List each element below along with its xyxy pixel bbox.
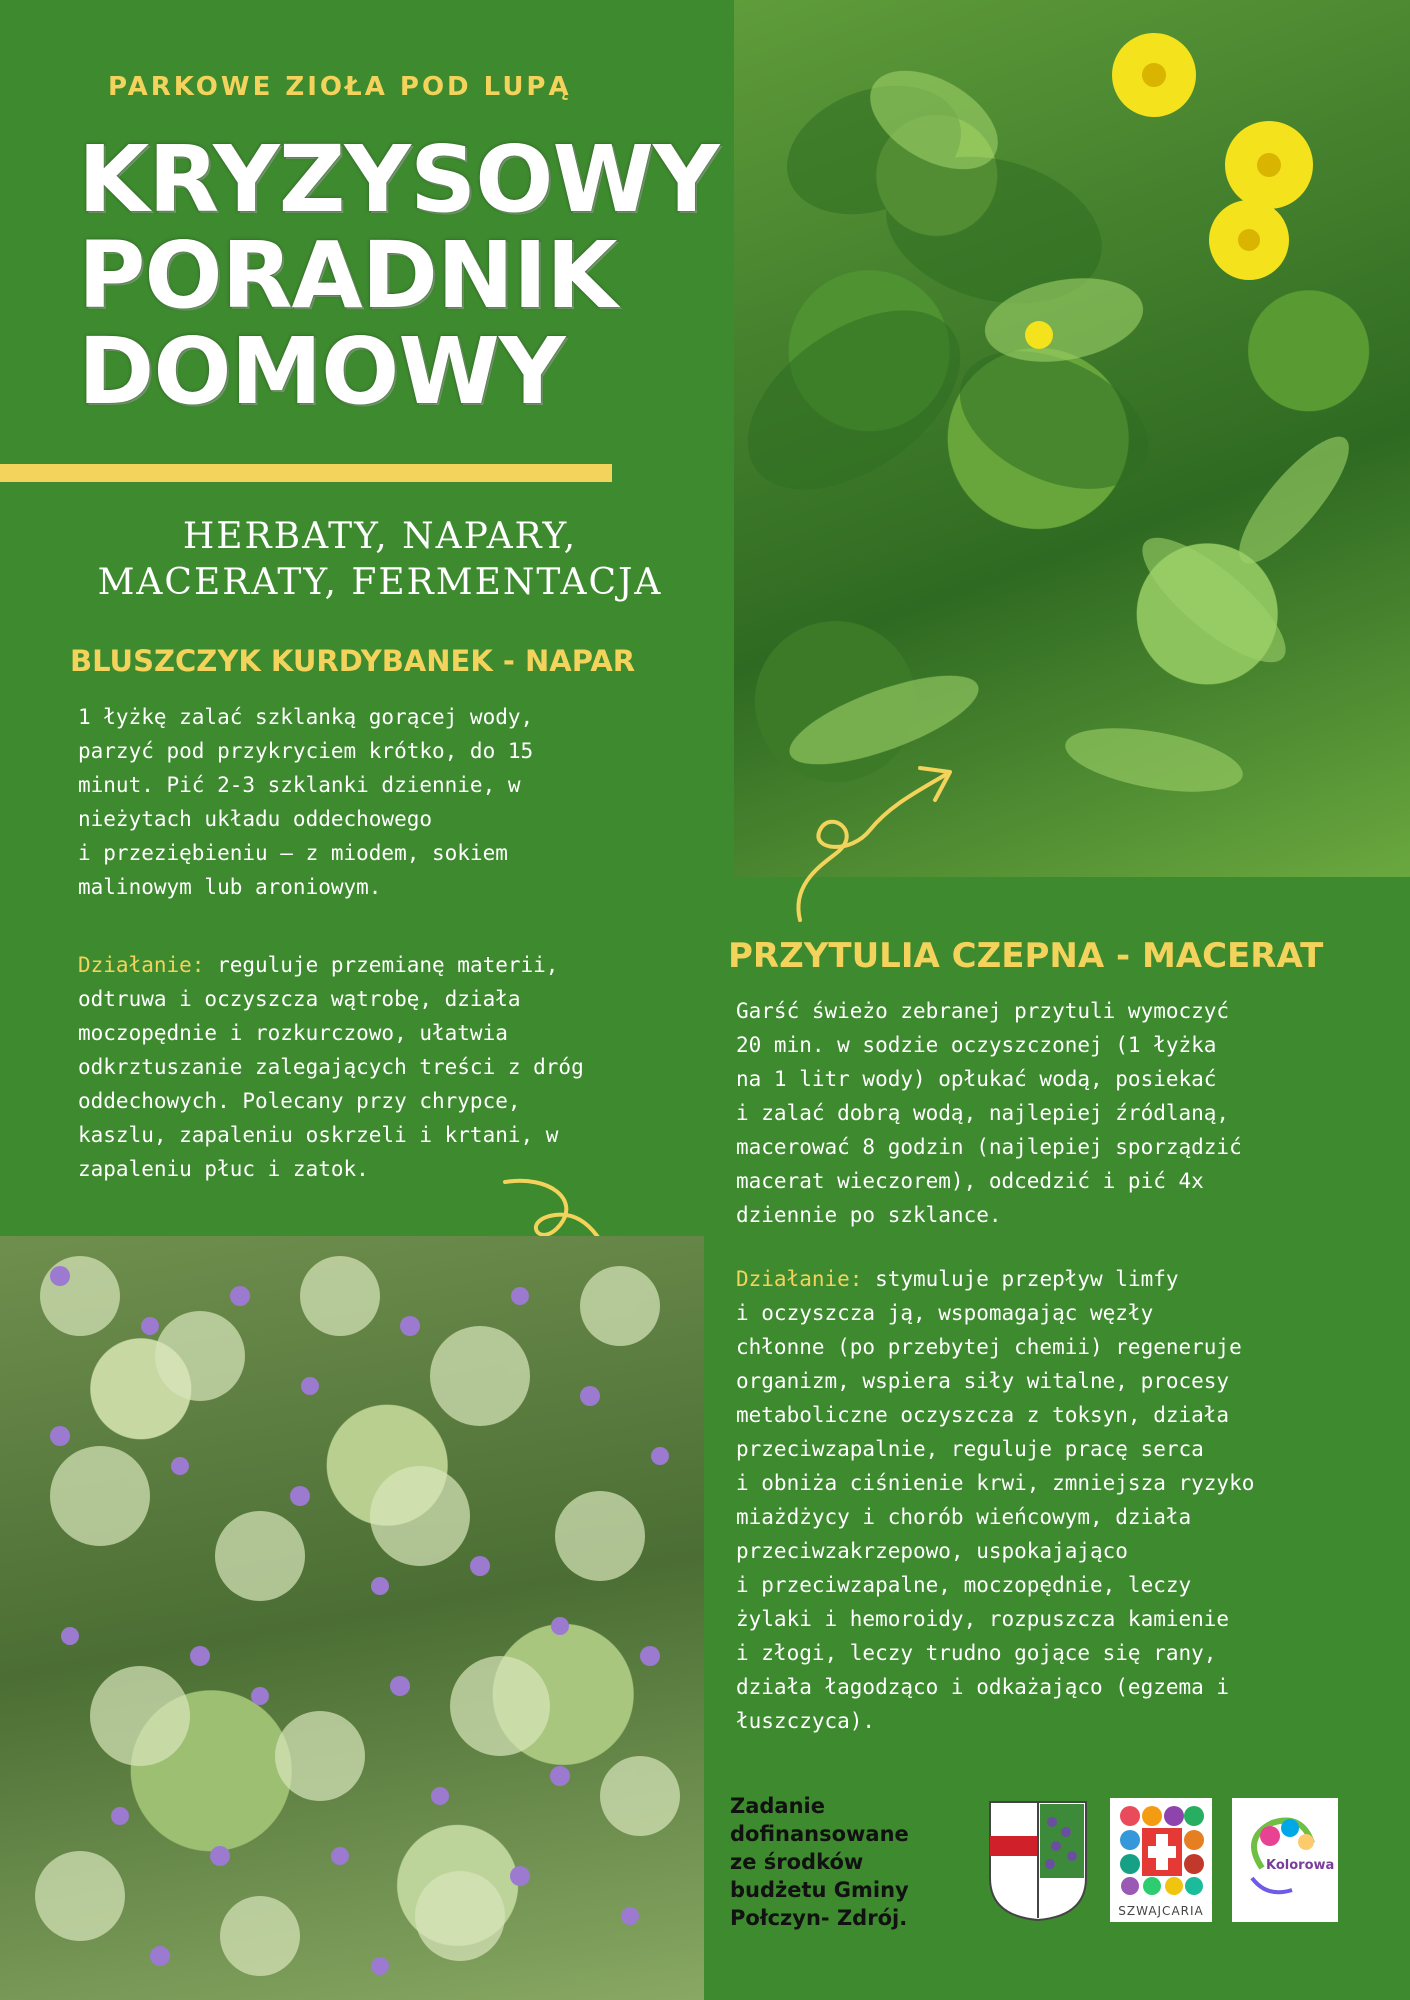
action-text: reguluje przemianę materii, odtruwa i oczyszcza wątrobę, działa moczopędnie i rozkurczowo, ułatwia odkrztuszanie zalegających treści z dróg oddechowych. Polecany przy chrypce, kaszlu, zapaleniu oskrzeli i krtani, w zapaleniu płuc i zatok.: [78, 953, 584, 1181]
section-heading-bluszczyk: BLUSZCZYK KURDYBANEK - NAPAR: [70, 644, 636, 678]
title-line: DOMOWY: [78, 318, 565, 425]
title-line: KRYZYSOWY: [78, 126, 719, 233]
subtitle-line: MACERATY, FERMENTACJA: [97, 562, 663, 603]
switzerland-label: SZWAJCARIA: [1118, 1904, 1204, 1918]
curly-arrow-icon: [770, 730, 970, 930]
kolorowa-label: Kolorowa: [1266, 1858, 1335, 1873]
action-label: Działanie:: [78, 953, 205, 977]
page-title: [78, 126, 719, 425]
photo-ground-ivy: [0, 1236, 704, 2000]
section-heading-przytulia: PRZYTULIA CZEPNA - MACERAT: [728, 936, 1324, 976]
sponsor-note: Zadanie dofinansowane ze środków budżetu Gminy Połczyn- Zdrój.: [730, 1794, 909, 1930]
kolorowa-logo: [1232, 1798, 1338, 1922]
coat-of-arms-logo: [986, 1798, 1090, 1922]
switzerland-logo: [1110, 1798, 1212, 1922]
subtitle: [60, 514, 700, 606]
kicker-text: PARKOWE ZIOŁA POD LUPĄ: [108, 72, 572, 102]
przytulia-action: [736, 1262, 1356, 1738]
title-line: PORADNIK: [78, 222, 617, 329]
bluszczyk-action: [78, 948, 688, 1186]
przytulia-recipe: Garść świeżo zebranej przytuli wymoczyć 20 min. w sodzie oczyszczonej (1 łyżka na 1 litr wody) opłukać wodą, posiekać i zalać dobrą wodą, najlepiej źródlaną, macerować 8 godzin (najlepiej sporządzić macerat wieczorem), odcedzić i pić 4x dziennie po szklance.: [736, 999, 1242, 1227]
divider-bar: [0, 464, 612, 482]
action-text: stymuluje przepływ limfy i oczyszcza ją, wspomagając węzły chłonne (po przebytej chemii) regeneruje organizm, wspiera siły witalne, procesy metaboliczne oczyszcza z toksyn, działa przeciwzapalnie, reguluje pracę serca i obniża ciśnienie krwi, zmniejsza ryzyko miażdżycy i chorób wieńcowym, działa przeciwzakrzepowo, uspokajająco i przeciwzapalne, moczopędnie, leczy żylaki i hemoroidy, rozpuszcza kamienie i złogi, leczy trudno gojące się rany, działa łagodząco i odkażająco (egzema i łuszczyca).: [736, 1267, 1255, 1733]
action-label: Działanie:: [736, 1267, 863, 1291]
subtitle-line: HERBATY, NAPARY,: [182, 516, 578, 557]
plant-illustration: [0, 1236, 704, 2000]
bluszczyk-recipe: 1 łyżkę zalać szklanką gorącej wody, parzyć pod przykryciem krótko, do 15 minut. Pić 2-3 szklanki dziennie, w nieżytach układu oddechowego i przeziębieniu – z miodem, sokiem malinowym lub aroniowym.: [78, 705, 534, 899]
